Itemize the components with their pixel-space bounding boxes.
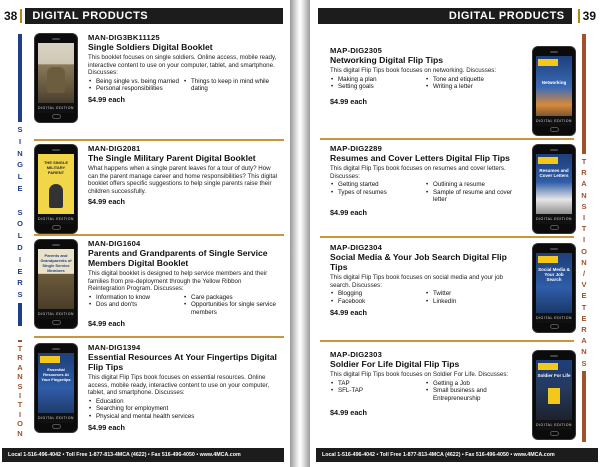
screen-title: THE SINGLE MILITARY PARENT <box>43 160 68 175</box>
screen-edition-label: DIGITAL EDITION <box>38 103 74 113</box>
product-sku: MAN-DIG3BK11125 <box>88 33 160 42</box>
product-divider <box>34 139 284 141</box>
phone-camera <box>52 348 60 350</box>
product-price: $4.99 each <box>88 94 125 104</box>
product-card <box>330 350 576 440</box>
product-info <box>88 144 278 234</box>
phone-camera <box>550 149 558 151</box>
side-tab-letter: R <box>581 168 587 178</box>
product-price: $4.99 each <box>330 308 367 318</box>
phone-camera <box>550 355 558 357</box>
bullet-item: • Getting a Job <box>425 380 520 388</box>
side-tab-label <box>581 154 587 371</box>
product-price: $4.99 each <box>88 318 125 328</box>
bullet-item: • Getting started <box>330 181 425 189</box>
product-price: $4.99 each <box>330 408 367 418</box>
side-tab-letter: E <box>581 313 587 323</box>
product-title: Single Soldiers Digital Booklet <box>88 42 213 52</box>
product-info <box>330 243 520 333</box>
product-info <box>88 239 278 329</box>
product-thumbnail <box>532 144 576 234</box>
product-price: $4.99 each <box>330 207 367 217</box>
screen-edition-label: DIGITAL EDITION <box>536 313 572 323</box>
screen-edition-label: DIGITAL EDITION <box>38 214 74 224</box>
bullet-item: • Facebook <box>330 298 425 306</box>
product-description: This booklet focuses on single soldiers. Online access, mobile ready, interactive content to use on your computer, tablet, and smartphone. Discusses: <box>88 54 277 77</box>
side-tab-letter: I <box>18 136 22 146</box>
side-tab-letter: / <box>582 269 586 279</box>
side-tab-label <box>17 122 23 303</box>
parent-child-figure <box>49 184 63 208</box>
bullet-column <box>330 290 425 305</box>
left-page <box>0 0 290 467</box>
bullet-item: • Searching for employment <box>88 405 278 413</box>
phone-screen <box>536 360 572 430</box>
product-description: This digital Flip Tips book focuses on social media and your job search. Discusses: <box>330 274 503 289</box>
product-card <box>330 46 576 136</box>
phone-home-button <box>52 424 61 429</box>
side-tab-transition <box>14 340 26 440</box>
side-tab-letter: T <box>581 302 587 312</box>
product-thumbnail <box>532 243 576 333</box>
product-sku: MAN-DIG1394 <box>88 343 141 352</box>
product-bullets <box>330 181 520 204</box>
product-price: $4.99 each <box>88 422 125 432</box>
bullet-column <box>183 294 278 317</box>
product-title: Parents and Grandparents of Single Service Members Digital Booklet <box>88 248 268 268</box>
side-tab-letter: N <box>581 190 587 200</box>
product-divider <box>320 236 574 238</box>
product-sku: MAP-DIG2303 <box>330 350 382 359</box>
page-number: 39 <box>582 9 596 23</box>
side-tab-letter: N <box>17 148 23 158</box>
bullet-item: • Education <box>88 398 278 406</box>
side-tab-letter: O <box>581 246 587 256</box>
product-card <box>34 239 278 329</box>
side-tab-letter: A <box>581 179 587 189</box>
phone-mockup <box>34 33 78 123</box>
screen-edition-label: DIGITAL EDITION <box>536 214 572 224</box>
side-tab-letter: S <box>17 207 23 217</box>
phone-mockup <box>532 243 576 333</box>
side-tab-letter: R <box>581 325 587 335</box>
product-title: Networking Digital Flip Tips <box>330 55 443 65</box>
side-tab-letter: I <box>582 213 586 223</box>
product-info <box>330 144 520 234</box>
phone-screen <box>536 56 572 126</box>
phone-mockup <box>34 144 78 234</box>
product-thumbnail <box>34 33 78 123</box>
phone-home-button <box>550 225 559 230</box>
side-tab-letter: S <box>581 358 587 368</box>
side-tab-letter <box>19 195 21 207</box>
bullet-column <box>425 380 520 403</box>
screen-title: Parents and Grandparents of Single Service Members <box>40 253 72 273</box>
product-bullets <box>330 290 520 305</box>
side-tab-letter: I <box>18 409 22 419</box>
product-card <box>330 144 576 234</box>
side-tab-letter: I <box>582 235 586 245</box>
screen-edition-label: DIGITAL EDITION <box>38 413 74 423</box>
phone-camera <box>52 244 60 246</box>
product-description: This digital booklet is designed to help service members and their families from pre-deployment through the Yellow Ribbon Reintegration Program. Discusses: <box>88 270 268 293</box>
product-info <box>88 33 278 123</box>
product-divider <box>34 336 284 338</box>
side-tab-letter: R <box>17 278 23 288</box>
bullet-column <box>88 398 278 421</box>
side-tab-letter: T <box>17 344 23 353</box>
page-gutter <box>290 0 310 467</box>
product-thumbnail <box>34 239 78 329</box>
screen-title: Essential Resources At Your Fingertips <box>41 367 71 382</box>
phone-home-button <box>52 114 61 119</box>
product-thumbnail <box>532 46 576 136</box>
phone-camera <box>52 149 60 151</box>
product-card <box>34 33 278 123</box>
bullet-item: • Things to keep in mind while dating <box>183 78 278 93</box>
flip-tips-logo <box>538 363 558 370</box>
side-tab-letter: L <box>17 231 23 241</box>
bullet-item: • Being single vs. being married <box>88 78 183 86</box>
product-bullets <box>88 398 278 421</box>
product-title: The Single Military Parent Digital Booklet <box>88 153 256 163</box>
side-tab-letter: I <box>18 391 22 401</box>
side-tab-letter: S <box>17 290 23 300</box>
left-header <box>4 7 283 25</box>
soldier-figure <box>47 67 65 93</box>
bullet-item: • Outlining a resume <box>425 181 520 189</box>
phone-mockup <box>34 343 78 433</box>
side-tab-letter: A <box>581 336 587 346</box>
side-tab-transition-veterans <box>578 34 590 442</box>
product-card <box>34 343 278 433</box>
screen-title: Networking <box>541 80 567 85</box>
product-description: This digital Flip Tips book focuses on Soldier For Life. Discusses: <box>330 371 509 378</box>
phone-home-button <box>550 127 559 132</box>
side-tab-letter: O <box>17 219 23 229</box>
bullet-item: • Twitter <box>425 290 520 298</box>
phone-screen <box>38 249 74 319</box>
side-tab-letter: E <box>17 266 23 276</box>
product-title: Resumes and Cover Letters Digital Flip Tips <box>330 153 510 163</box>
screen-title: Soldier For Life <box>537 373 571 378</box>
phone-camera <box>550 51 558 53</box>
screen-title: Social Media & Your Job Search <box>538 267 570 282</box>
bullet-item: • Making a plan <box>330 76 425 84</box>
side-tab-letter: L <box>17 172 23 182</box>
flip-tips-logo <box>538 59 558 66</box>
phone-camera <box>550 248 558 250</box>
product-title: Soldier For Life Digital Flip Tips <box>330 359 460 369</box>
side-tab-letter: N <box>581 347 587 357</box>
bullet-column <box>330 181 425 204</box>
phone-mockup <box>532 144 576 234</box>
product-description: This digital Flip Tips book focuses on resumes and cover letters. Discusses: <box>330 165 506 180</box>
contact-footer: Local 1-516-496-4042 • Toll Free 1-877-813-4MCA (4622) • Fax 516-496-4050 • www.4MCA.com <box>316 448 598 462</box>
bullet-item: • Opportunities for single service members <box>183 301 278 316</box>
bullet-column <box>425 76 520 91</box>
phone-screen <box>536 154 572 224</box>
side-tab-letter: N <box>17 372 23 382</box>
bullet-item: • Small business and Entrepreneurship <box>425 387 520 402</box>
bullet-column <box>88 78 183 93</box>
phone-home-button <box>550 431 559 436</box>
header-separator <box>578 9 580 23</box>
bullet-item: • Tone and etiquette <box>425 76 520 84</box>
bullet-item: • Dos and don'ts <box>88 301 183 309</box>
right-header <box>318 7 596 25</box>
flip-tips-logo <box>538 157 558 164</box>
product-bullets <box>330 380 520 403</box>
product-sku: MAN-DIG2081 <box>88 144 141 153</box>
side-tab-letter: N <box>17 428 23 438</box>
product-description: What happens when a single parent leaves for a tour of duty? How can the parent manage career and home responsibilities? This digital booklet offers specific suggestions to help single parents raise their children successfully. <box>88 165 278 195</box>
flip-tips-logo <box>538 256 558 263</box>
phone-home-button <box>52 225 61 230</box>
product-thumbnail <box>34 144 78 234</box>
side-tab-letter: V <box>581 280 587 290</box>
bullet-item: • Physical and mental health services <box>88 413 278 421</box>
bullet-item: • SFL-TAP <box>330 387 425 395</box>
side-tab-letter: N <box>581 257 587 267</box>
product-bullets <box>88 78 278 93</box>
bullet-column <box>425 290 520 305</box>
bullet-column <box>425 181 520 204</box>
product-thumbnail <box>34 343 78 433</box>
side-tab-label <box>17 342 23 440</box>
product-info <box>88 343 278 433</box>
section-title: DIGITAL PRODUCTS <box>318 8 572 24</box>
bullet-item: • Information to know <box>88 294 183 302</box>
bullet-column <box>330 380 425 403</box>
phone-mockup <box>532 46 576 136</box>
product-price: $4.99 each <box>88 197 125 207</box>
product-sku: MAP-DIG2304 <box>330 243 382 252</box>
product-sku: MAP-DIG2305 <box>330 46 382 55</box>
side-tab-letter: T <box>17 400 23 410</box>
phone-home-button <box>52 320 61 325</box>
product-card <box>330 243 576 333</box>
product-title: Essential Resources At Your Fingertips Digital Flip Tips <box>88 352 277 372</box>
phone-screen <box>38 154 74 224</box>
side-tab-letter: G <box>17 160 23 170</box>
product-thumbnail <box>532 350 576 440</box>
product-sku: MAN-DIG1604 <box>88 239 141 248</box>
product-sku: MAP-DIG2289 <box>330 144 382 153</box>
bullet-item: • Blogging <box>330 290 425 298</box>
bullet-item: • LinkedIn <box>425 298 520 306</box>
phone-mockup <box>34 239 78 329</box>
product-info <box>330 46 520 136</box>
product-bullets <box>88 294 278 317</box>
side-tab-letter: T <box>581 157 587 166</box>
side-tab-letter: A <box>17 362 23 372</box>
right-page <box>310 0 600 467</box>
bullet-item: • Setting goals <box>330 83 425 91</box>
side-tab-letter: S <box>17 381 23 391</box>
product-info <box>330 350 520 440</box>
side-tab-letter: I <box>18 254 22 264</box>
page-number: 38 <box>4 9 18 23</box>
header-separator <box>20 9 22 23</box>
side-tab-letter: S <box>581 201 587 211</box>
screen-edition-label: DIGITAL EDITION <box>536 420 572 430</box>
side-tab-letter: D <box>17 242 23 252</box>
product-divider <box>320 340 574 342</box>
bullet-column <box>88 294 183 317</box>
bullet-item: • TAP <box>330 380 425 388</box>
screen-edition-label: DIGITAL EDITION <box>536 116 572 126</box>
phone-home-button <box>550 324 559 329</box>
army-star-icon <box>548 388 560 404</box>
bullet-item: • Writing a letter <box>425 83 520 91</box>
phone-screen <box>536 253 572 323</box>
side-tab-single-soldiers <box>14 34 26 326</box>
phone-camera <box>52 38 60 40</box>
side-tab-letter: S <box>17 125 23 134</box>
product-price: $4.99 each <box>330 96 367 106</box>
flip-tips-logo <box>40 356 60 363</box>
side-tab-letter: E <box>17 183 23 193</box>
section-title: DIGITAL PRODUCTS <box>25 8 283 24</box>
phone-mockup <box>532 350 576 440</box>
product-description: This digital Flip Tips book focuses on networking. Discusses: <box>330 67 497 74</box>
phone-screen <box>38 353 74 423</box>
phone-screen <box>38 43 74 113</box>
product-description: This digital Flip Tips book focuses on essential resources. Online access, mobile ready, interactive content to use on your computer, tablet, and smartphone. Discusses: <box>88 374 270 397</box>
screen-title: Resumes and Cover Letters <box>539 168 569 178</box>
bullet-column <box>183 78 278 93</box>
bullet-item: • Personal responsibilities <box>88 85 183 93</box>
product-divider <box>320 138 574 140</box>
contact-footer: Local 1-516-496-4042 • Toll Free 1-877-813-4MCA (4622) • Fax 516-496-4050 • www.4MCA.com <box>2 448 284 462</box>
product-title: Social Media & Your Job Search Digital Flip Tips <box>330 252 507 272</box>
side-tab-letter: E <box>581 291 587 301</box>
product-card <box>34 144 278 234</box>
bullet-item: • Sample of resume and cover letter <box>425 189 520 204</box>
side-tab-letter: T <box>581 224 587 234</box>
product-divider <box>34 234 284 236</box>
bullet-item: • Types of resumes <box>330 189 425 197</box>
side-tab-letter: O <box>17 419 23 429</box>
product-bullets <box>330 76 520 91</box>
screen-edition-label: DIGITAL EDITION <box>38 309 74 319</box>
bullet-column <box>330 76 425 91</box>
side-tab-letter: R <box>17 353 23 363</box>
bullet-item: • Care packages <box>183 294 278 302</box>
